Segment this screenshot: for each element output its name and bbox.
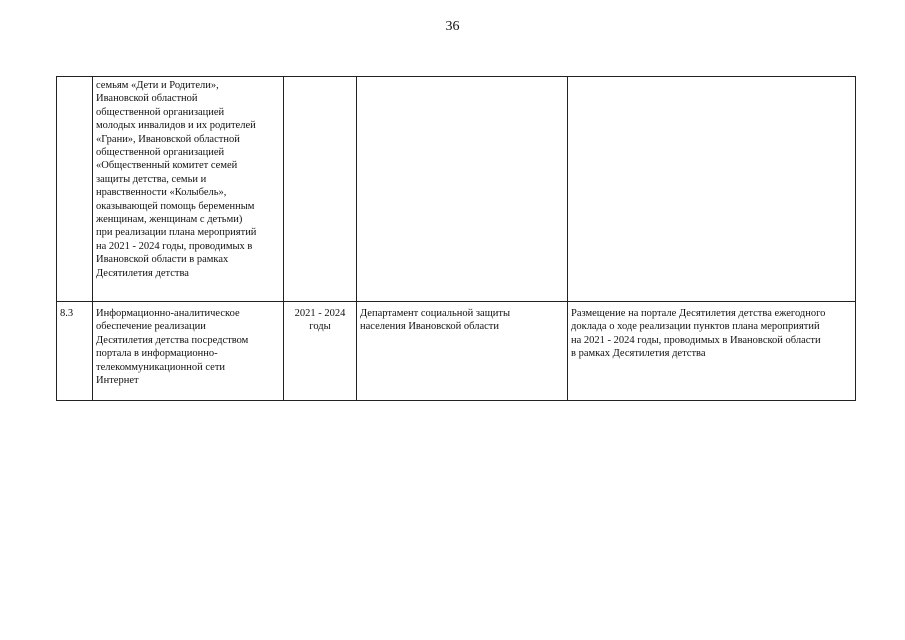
- activity-description-cell: [93, 302, 284, 401]
- table-row: [57, 77, 856, 302]
- text-line: телекоммуникационной сети: [96, 361, 226, 373]
- item-number-cell: [57, 77, 93, 302]
- text-line: портала в информационно-: [96, 348, 218, 360]
- text-line: Ивановской области в рамках: [96, 254, 229, 266]
- text-line: нравственности «Колыбель»,: [96, 187, 227, 199]
- text-line: оказывающей помощь беременным: [96, 200, 255, 212]
- expected-result-cell: [568, 77, 856, 302]
- text-line: «Общественный комитет семей: [96, 160, 238, 172]
- text-line: общественной организацией: [96, 106, 225, 118]
- text-line: Департамент социальной защиты: [360, 308, 511, 319]
- expected-result-cell: [568, 302, 856, 401]
- text-line: Десятилетия детства посредством: [96, 334, 249, 346]
- text-line: на 2021 - 2024 годы, проводимых в: [96, 240, 253, 252]
- text-line: при реализации плана мероприятий: [96, 227, 257, 239]
- plan-table: [56, 76, 856, 401]
- page-number: 36: [445, 19, 460, 34]
- text-line: Размещение на портале Десятилетия детства ежегодного: [571, 308, 826, 319]
- text-line: семьям «Дети и Родители»,: [96, 80, 219, 91]
- text-line: на 2021 - 2024 годы, проводимых в Ивановской области: [571, 334, 821, 346]
- period-cell: [284, 77, 357, 302]
- text-line: доклада о ходе реализации пунктов плана мероприятий: [571, 321, 820, 333]
- text-line: защиты детства, семьи и: [96, 173, 207, 185]
- executor-cell: [357, 77, 568, 302]
- text-line: молодых инвалидов и их родителей: [96, 120, 256, 132]
- text-line: годы: [309, 321, 331, 333]
- text-line: «Грани», Ивановской областной: [96, 133, 240, 145]
- text-line: Ивановской областной: [96, 93, 198, 105]
- text-line: обеспечение реализации: [96, 321, 206, 333]
- text-line: Интернет: [96, 375, 139, 387]
- text-line: общественной организацией: [96, 147, 225, 159]
- text-line: 2021 - 2024: [294, 308, 346, 319]
- text-line: в рамках Десятилетия детства: [571, 348, 706, 360]
- text-line: Информационно-аналитическое: [96, 308, 240, 319]
- table-row: [57, 302, 856, 401]
- activity-description-cell: [93, 77, 284, 302]
- text-line: Десятилетия детства: [96, 267, 189, 279]
- text-line: женщинам, женщинам с детьми): [96, 214, 243, 226]
- executor-cell: [357, 302, 568, 401]
- item-number-cell: 8.3: [57, 302, 93, 401]
- period-cell: [284, 302, 357, 401]
- text-line: населения Ивановской области: [360, 321, 499, 333]
